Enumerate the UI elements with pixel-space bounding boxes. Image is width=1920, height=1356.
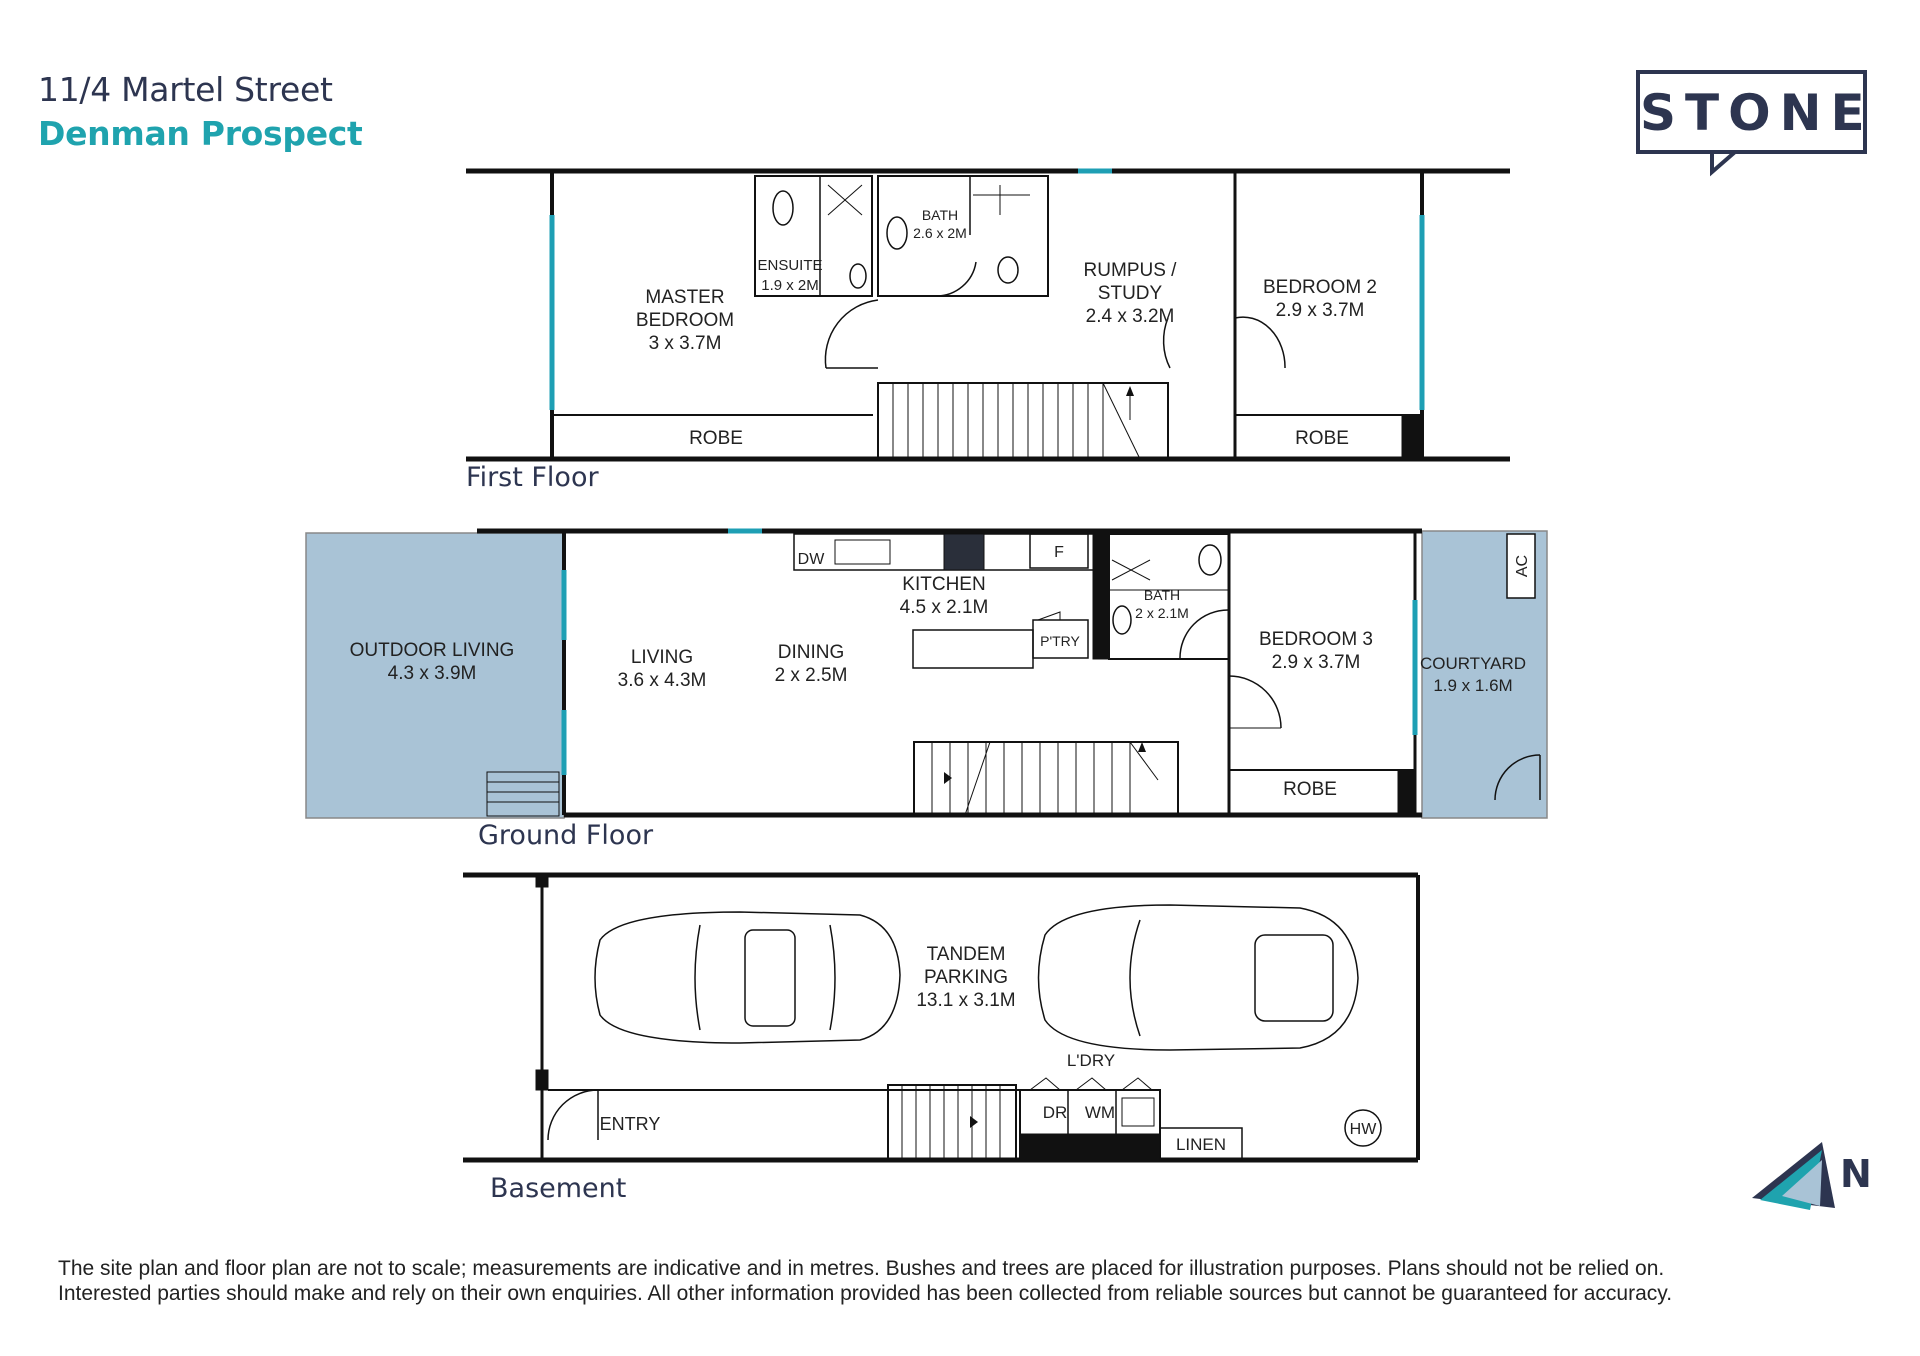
fixture-label-dishwasher: DW bbox=[797, 551, 825, 568]
room-label-bath-first-line-2: 2.6 x 2M bbox=[913, 225, 967, 241]
room-label-master-bedroom-line-3: 3 x 3.7M bbox=[648, 333, 722, 354]
disclaimer bbox=[58, 1256, 1888, 1306]
car-coupe bbox=[1039, 905, 1359, 1050]
floor-label-first: First Floor bbox=[466, 462, 599, 493]
fixture-label-fridge: F bbox=[1054, 544, 1064, 561]
room-label-bedroom-3-line-2: 2.9 x 3.7M bbox=[1271, 652, 1361, 673]
room-label-entry: ENTRY bbox=[599, 1114, 661, 1134]
north-label: N bbox=[1840, 1152, 1872, 1196]
fixture-label-pantry: P'TRY bbox=[1040, 633, 1080, 649]
room-label-ensuite-line-1: ENSUITE bbox=[757, 257, 823, 274]
room-label-master-bedroom-line-1: MASTER bbox=[645, 287, 725, 308]
room-label-bath-ground-line-1: BATH bbox=[1143, 587, 1181, 603]
address-line-street: 11/4 Martel Street bbox=[38, 70, 333, 109]
floor-label-ground: Ground Floor bbox=[478, 820, 654, 851]
room-label-robe-master: ROBE bbox=[689, 428, 743, 449]
room-label-rumpus-study-line-1: RUMPUS / bbox=[1083, 260, 1177, 281]
fixture-label-washer: WM bbox=[1084, 1103, 1116, 1122]
room-label-outdoor-living-line-2: 4.3 x 3.9M bbox=[387, 663, 477, 684]
room-label-kitchen-line-2: 4.5 x 2.1M bbox=[899, 597, 989, 618]
logo-tail bbox=[1712, 152, 1735, 172]
room-label-outdoor-living-line-1: OUTDOOR LIVING bbox=[349, 640, 515, 661]
floor-label-basement: Basement bbox=[490, 1173, 627, 1204]
room-label-ensuite-line-2: 1.9 x 2M bbox=[761, 277, 819, 294]
fixture-label-dryer: DR bbox=[1042, 1103, 1068, 1122]
car-convertible bbox=[595, 912, 900, 1043]
room-label-robe-bedroom-2: ROBE bbox=[1295, 428, 1349, 449]
room-label-rumpus-study-line-3: 2.4 x 3.2M bbox=[1085, 306, 1175, 327]
disclaimer-line-1: The site plan and floor plan are not to scale; measurements are indicative and in metres. Bushes and trees are placed for illustration purposes. Plans should not be relied on. bbox=[58, 1257, 1665, 1280]
room-label-bedroom-3-line-1: BEDROOM 3 bbox=[1258, 629, 1374, 650]
room-label-courtyard-line-1: COURTYARD bbox=[1419, 654, 1527, 673]
room-label-robe-bedroom-3: ROBE bbox=[1283, 779, 1337, 800]
room-label-living-line-1: LIVING bbox=[630, 647, 694, 668]
room-label-tandem-parking-line-2: PARKING bbox=[923, 967, 1009, 988]
room-label-tandem-parking-line-1: TANDEM bbox=[926, 944, 1006, 965]
address-line-suburb: Denman Prospect bbox=[38, 114, 363, 153]
room-label-tandem-parking-line-3: 13.1 x 3.1M bbox=[916, 990, 1016, 1011]
room-label-kitchen-line-1: KITCHEN bbox=[902, 574, 986, 595]
room-label-laundry: L'DRY bbox=[1066, 1051, 1116, 1070]
room-label-linen: LINEN bbox=[1175, 1135, 1227, 1154]
logo-text: STONE bbox=[1640, 84, 1874, 142]
room-label-bath-first-line-1: BATH bbox=[921, 207, 959, 223]
fixture-label-ac: AC bbox=[1514, 554, 1531, 578]
room-label-dining-line-1: DINING bbox=[777, 642, 845, 663]
room-label-bath-ground-line-2: 2 x 2.1M bbox=[1135, 605, 1189, 621]
north-arrow-icon bbox=[1752, 1142, 1835, 1210]
room-label-dining-line-2: 2 x 2.5M bbox=[774, 665, 848, 686]
room-label-rumpus-study-line-2: STUDY bbox=[1097, 283, 1163, 304]
disclaimer-line-2: Interested parties should make and rely on their own enquiries. All other information provided has been collected from reliable sources but cannot be guaranteed for accuracy. bbox=[58, 1282, 1673, 1305]
room-label-bedroom-2-line-1: BEDROOM 2 bbox=[1262, 277, 1378, 298]
room-label-master-bedroom-line-2: BEDROOM bbox=[635, 310, 735, 331]
room-label-courtyard-line-2: 1.9 x 1.6M bbox=[1433, 676, 1513, 695]
room-label-bedroom-2-line-2: 2.9 x 3.7M bbox=[1275, 300, 1365, 321]
room-label-living-line-2: 3.6 x 4.3M bbox=[617, 670, 707, 691]
fixture-label-hot-water: HW bbox=[1349, 1121, 1377, 1138]
